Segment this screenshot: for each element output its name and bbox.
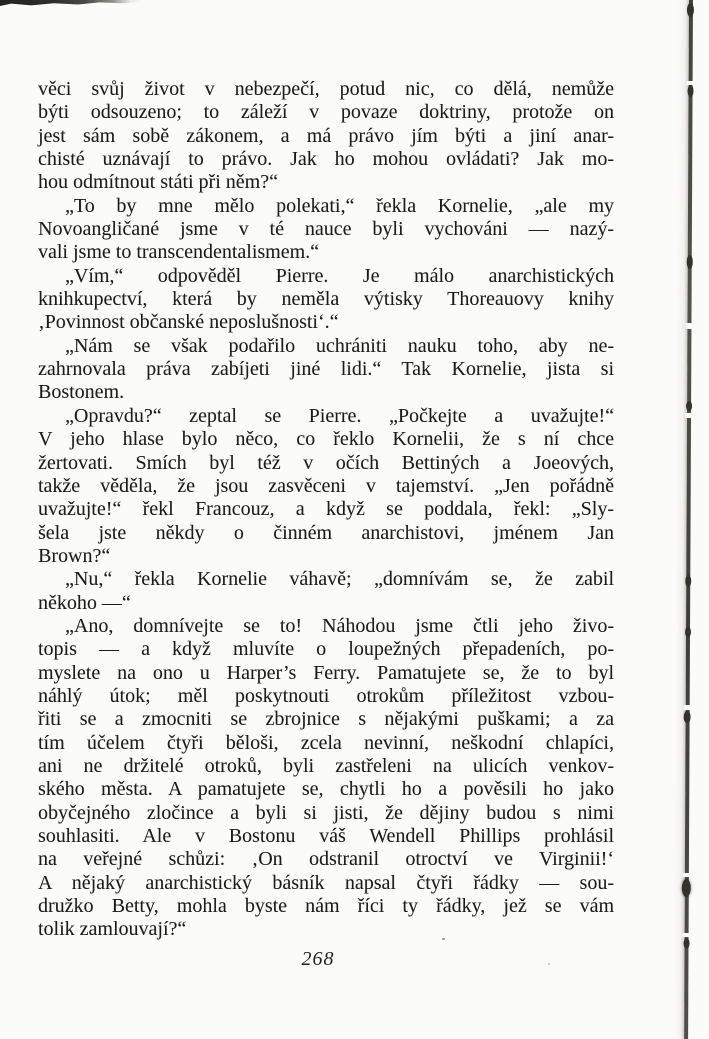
text-line: chisté uznávají to právo. Jak ho mohou ovládati? Jak mo- [38,148,614,171]
page-text [38,78,614,942]
paragraph [38,265,614,335]
text-line: na veřejné schůzi: ‚On odstranil otroctví ve Virginii!‘ [38,848,614,871]
text-line: knihkupectví, která by neměla výtisky Thoreauovy knihy [38,288,614,311]
text-line: ského města. A pamatujete se, chytli ho a pověsili ho jako [38,778,614,801]
text-line: tím účelem čtyři běloši, zcela nevinní, neškodní chlapíci, [38,731,614,754]
text-line: Novoangličané jsme v té nauce byli vychováni — nazý- [38,218,614,241]
text-line: souhlasiti. Ale v Bostonu váš Wendell Phillips prohlásil [38,825,614,847]
text-line: zahrnovala práva zabíjeti jiné lidi.“ Tak Kornelie, jista si [38,358,614,381]
text-line: vali jsme to transcendentalismem.“ [38,241,320,264]
text-line: družko Betty, mohla byste nám říci ty řádky, jež se vám [38,895,614,918]
binding-knot [687,85,693,97]
binding-knot [685,575,691,587]
binding-gap [683,933,691,937]
paragraph [38,195,614,265]
binding-gap [685,413,693,418]
paragraph [38,568,614,615]
text-line: „Nám se však podařilo uchrániti nauku toho, aby ne- [65,334,614,357]
text-line: náhlý útok; měl poskytnouti otrokům příležitost vzbou- [38,684,614,707]
text-line: hou odmítnout státi při něm?“ [38,171,278,194]
text-line: Bostonem. [38,381,125,404]
text-line: býti odsouzeno; to záleží v povaze doktriny, protože on [38,101,614,124]
binding-gap [684,705,692,710]
text-line: V jeho hlase bylo něco, co řeklo Kornelii, že s ní chce [38,428,614,451]
binding-edge-line [684,0,692,1039]
text-line: Brown?“ [38,544,111,567]
binding-gap [685,323,693,329]
text-line: řiti se a zmocniti se zbrojnice s nějakými puškami; a za [38,708,614,731]
text-line: myslete na ono u Harper’s Ferry. Pamatujete se, že to byl [38,661,614,684]
text-line: šela jste někdy o činném anarchistovi, jménem Jan [38,521,614,544]
binding-knot [684,711,691,723]
text-line: topis — a když mluvíte o loupežných přepadeních, po- [38,638,614,661]
text-line: jest sám sobě zákonem, a má právo jím býti a jiní anar- [38,124,614,147]
binding-knot [686,401,692,411]
text-line: „Ano, domnívejte se to! Náhodou jsme čtli jeho živo- [65,614,614,637]
text-line: ‚Povinnost občanské neposlušnosti‘.“ [38,311,339,334]
page-number: 268 [301,948,335,970]
paragraph [38,615,614,942]
text-line: „Nu,“ řekla Kornelie váhavě; „domnívám se, že zabil [65,568,614,591]
text-line: takže věděla, že jsou zasvěceni v tajemství. „Jen pořádně [38,474,614,497]
binding-knot [686,255,693,269]
binding-gap [683,873,691,877]
text-line: obyčejného zločince a byli si jisti, že dějiny budou s nimi [38,801,614,824]
binding-knot [687,3,694,17]
binding-knot [685,627,691,637]
paragraph [38,335,614,405]
binding-knot [682,879,691,897]
dust-speck [442,938,445,940]
text-line: A nějaký anarchistický básník napsal čtyři řádky — sou- [38,871,614,894]
dust-speck [548,963,550,965]
text-line: věci svůj život v nebezpečí, potud nic, co dělá, nemůže [38,78,614,100]
text-line: „Opravdu?“ zeptal se Pierre. „Počkejte a uvažujte!“ [65,404,614,427]
binding-knot [683,938,689,949]
text-line: „Vím,“ odpověděl Pierre. Je málo anarchistických [65,264,614,287]
text-line: uvažujte!“ řekl Francouz, a když se poddala, řekl: „Sly- [38,498,614,521]
text-line: žertovati. Smích byl též v očích Bettiných a Joeových, [38,451,614,474]
paragraph [38,78,614,195]
text-line: někoho —“ [38,591,131,614]
text-line: tolik zamlouvají?“ [38,918,187,941]
paragraph [38,405,614,568]
scan-artifact-top-left [0,0,142,6]
text-line: „To by mne mělo polekati,“ řekla Kornelie, „ale my [65,194,614,217]
binding-gap [687,81,695,85]
text-line: ani ne držitelé otroků, byli zastřeleni na ulicích venkov- [38,754,614,777]
